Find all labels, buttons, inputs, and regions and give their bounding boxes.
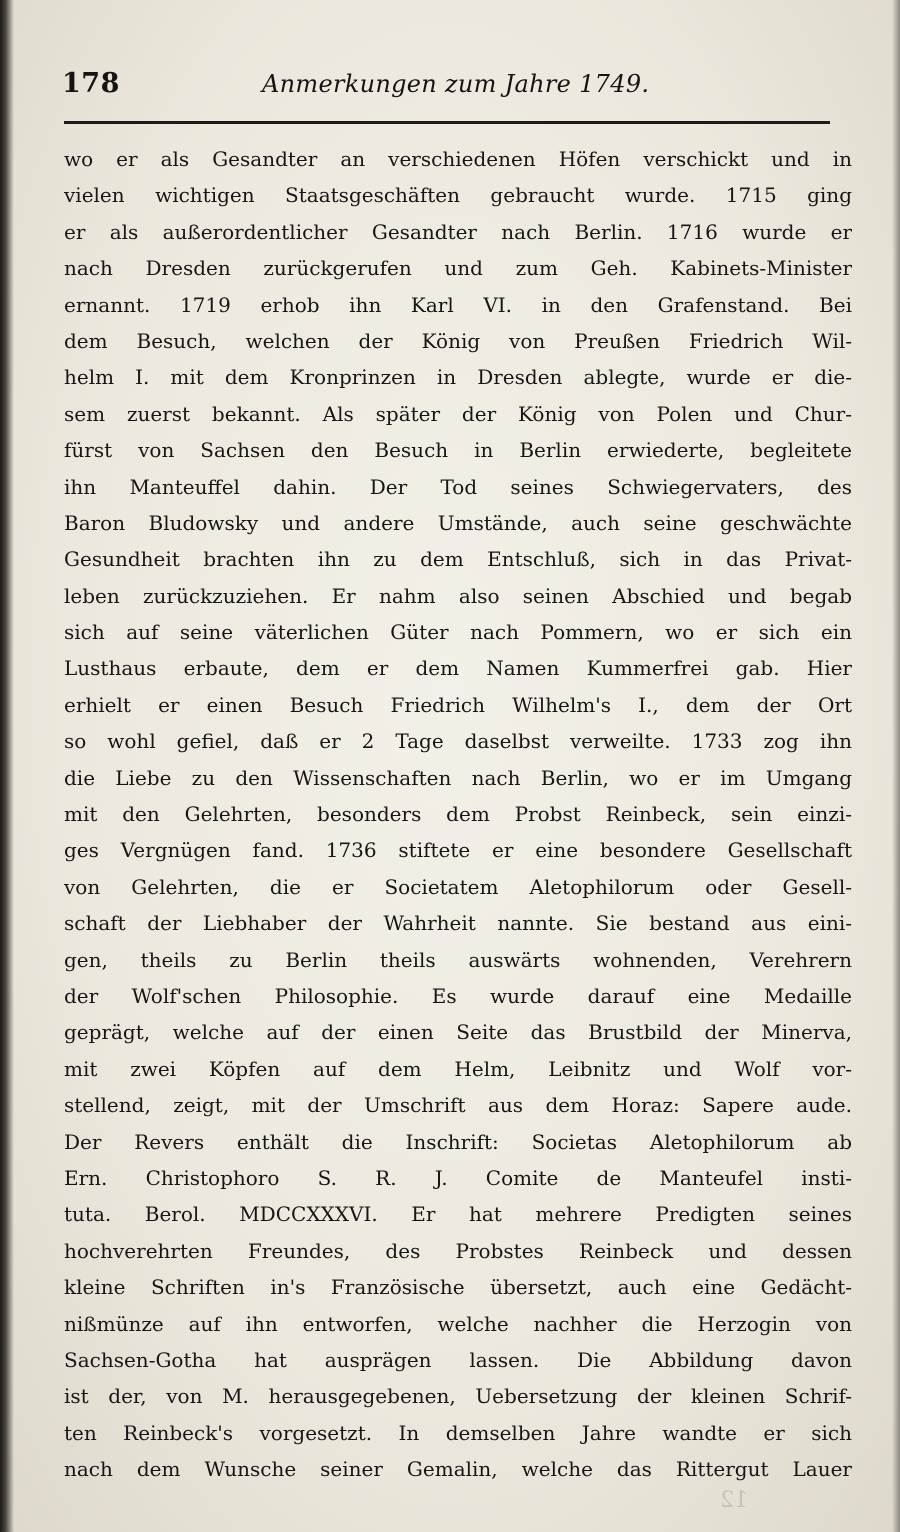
text-line: ten Reinbeck's vorgesetzt. In demselben Jahre wandte er sich bbox=[64, 1420, 852, 1445]
running-head: Anmerkungen zum Jahre 1749. bbox=[262, 70, 650, 98]
text-line: tuta. Berol. MDCCXXXVI. Er hat mehrere Predigten seines bbox=[64, 1202, 852, 1227]
text-line: mit den Gelehrten, besonders dem Probst Reinbeck, sein einzi- bbox=[64, 802, 852, 827]
text-line: vielen wichtigen Staatsgeschäften gebraucht wurde. 1715 ging bbox=[64, 183, 852, 208]
text-line: erhielt er einen Besuch Friedrich Wilhelm's I., dem der Ort bbox=[64, 692, 852, 717]
body-text bbox=[64, 141, 852, 1487]
text-line: fürst von Sachsen den Besuch in Berlin erwiederte, begleitete bbox=[64, 438, 852, 463]
page-binding-shadow bbox=[0, 0, 14, 1532]
bleed-through-mark: 12 bbox=[720, 1488, 748, 1513]
page-edge-shadow bbox=[892, 0, 900, 1532]
text-line: wo er als Gesandter an verschiedenen Höfen verschickt und in bbox=[64, 147, 852, 171]
text-line: Gesundheit brachten ihn zu dem Entschluß, sich in das Privat- bbox=[64, 547, 852, 572]
text-line: nißmünze auf ihn entworfen, welche nachher die Herzogin von bbox=[64, 1311, 852, 1336]
text-line: leben zurückzuziehen. Er nahm also seinen Abschied und begab bbox=[64, 583, 852, 608]
text-line: dem Besuch, welchen der König von Preußen Friedrich Wil- bbox=[64, 328, 852, 353]
text-line: die Liebe zu den Wissenschaften nach Berlin, wo er im Umgang bbox=[64, 765, 852, 790]
text-line: der Wolf'schen Philosophie. Es wurde darauf eine Medaille bbox=[64, 983, 852, 1008]
text-line: geprägt, welche auf der einen Seite das Brustbild der Minerva, bbox=[64, 1020, 852, 1045]
text-line: so wohl gefiel, daß er 2 Tage daselbst verweilte. 1733 zog ihn bbox=[64, 729, 852, 754]
text-line: kleine Schriften in's Französische übersetzt, auch eine Gedächt- bbox=[64, 1275, 852, 1300]
text-line: Baron Bludowsky und andere Umstände, auch seine geschwächte bbox=[64, 510, 852, 535]
text-line: Der Revers enthält die Inschrift: Societas Aletophilorum ab bbox=[64, 1129, 852, 1154]
text-line: ernannt. 1719 erhob ihn Karl VI. in den Grafenstand. Bei bbox=[64, 292, 852, 317]
text-line: er als außerordentlicher Gesandter nach Berlin. 1716 wurde er bbox=[64, 219, 852, 244]
text-line: ges Vergnügen fand. 1736 stiftete er eine besondere Gesellschaft bbox=[64, 838, 852, 863]
text-line: nach dem Wunsche seiner Gemalin, welche das Rittergut Lauer bbox=[64, 1457, 852, 1482]
page-number: 178 bbox=[62, 68, 120, 99]
text-line: hochverehrten Freundes, des Probstes Reinbeck und dessen bbox=[64, 1238, 852, 1263]
text-line: helm I. mit dem Kronprinzen in Dresden ablegte, wurde er die- bbox=[64, 365, 852, 390]
text-line: Lusthaus erbaute, dem er dem Namen Kummerfrei gab. Hier bbox=[64, 656, 852, 681]
page-header bbox=[62, 68, 832, 108]
text-line: sich auf seine väterlichen Güter nach Pommern, wo er sich ein bbox=[64, 620, 852, 645]
text-line: sem zuerst bekannt. Als später der König von Polen und Chur- bbox=[64, 401, 852, 426]
text-line: mit zwei Köpfen auf dem Helm, Leibnitz und Wolf vor- bbox=[64, 1056, 852, 1081]
text-line: Ern. Christophoro S. R. J. Comite de Manteufel insti- bbox=[64, 1165, 852, 1190]
text-line: stellend, zeigt, mit der Umschrift aus dem Horaz: Sapere aude. bbox=[64, 1093, 852, 1118]
text-line: ist der, von M. herausgegebenen, Uebersetzung der kleinen Schrif- bbox=[64, 1384, 852, 1409]
text-line: von Gelehrten, die er Societatem Aletophilorum oder Gesell- bbox=[64, 874, 852, 899]
text-line: ihn Manteuffel dahin. Der Tod seines Schwiegervaters, des bbox=[64, 474, 852, 499]
text-line: nach Dresden zurückgerufen und zum Geh. Kabinets-Minister bbox=[64, 256, 852, 281]
text-line: schaft der Liebhaber der Wahrheit nannte. Sie bestand aus eini- bbox=[64, 911, 852, 936]
text-line: Sachsen-Gotha hat ausprägen lassen. Die Abbildung davon bbox=[64, 1347, 852, 1372]
text-line: gen, theils zu Berlin theils auswärts wohnenden, Verehrern bbox=[64, 947, 852, 972]
header-rule bbox=[64, 121, 830, 124]
